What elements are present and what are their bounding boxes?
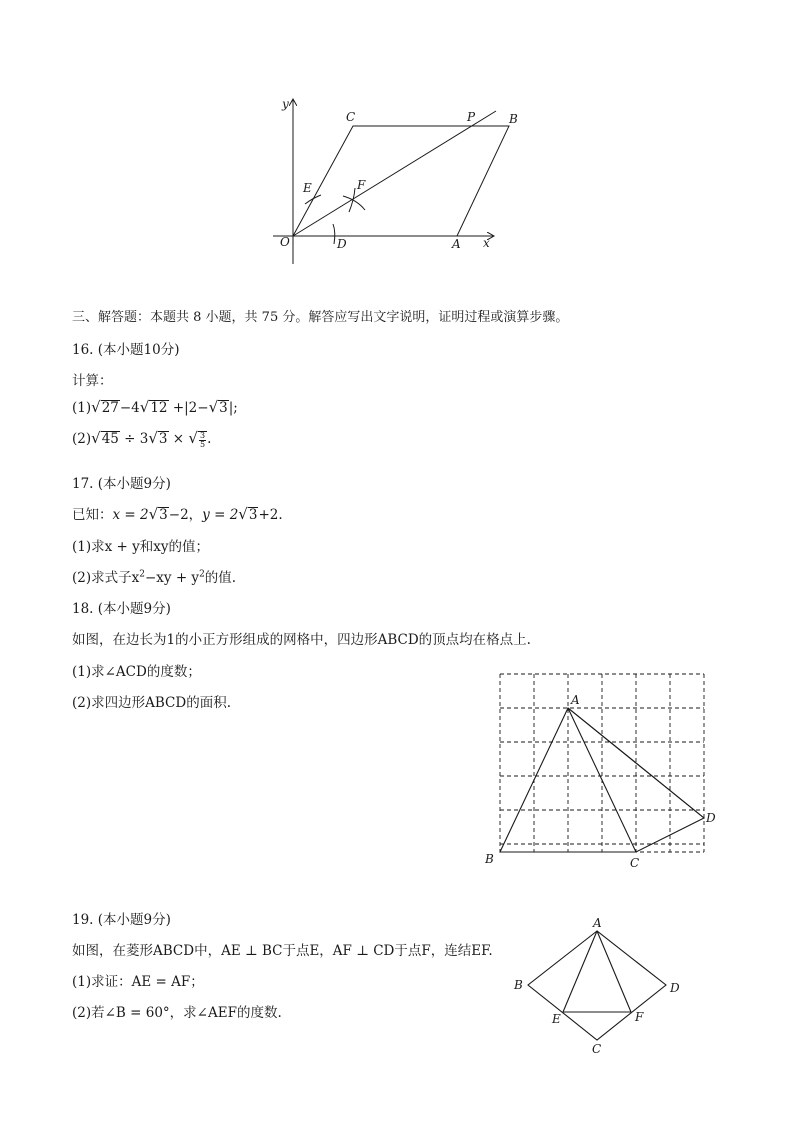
q16-p1-abs-close: |; xyxy=(228,400,238,416)
label-D: D xyxy=(670,981,680,995)
q17-y-eq: y = 2 xyxy=(202,507,239,523)
q16-p2-div: ÷ 3 xyxy=(119,431,149,447)
label-C: C xyxy=(346,110,356,124)
q16-p2-times: × xyxy=(168,431,189,447)
label-A: A xyxy=(593,916,602,930)
section-title: 三、解答题：本题共 8 小题，共 75 分。解答应写出文字说明，证明过程或演算步骤。 xyxy=(72,310,569,325)
label-O: O xyxy=(280,235,290,249)
q16-part1: (1)√27−4√12 +|2−√3|; xyxy=(72,398,238,416)
q18-header: 18. (本小题9分) xyxy=(72,601,171,617)
label-B: B xyxy=(485,852,494,866)
rhombus-figure xyxy=(508,915,693,1055)
q17-x-eq: x = 2 xyxy=(112,507,149,523)
label-A: A xyxy=(571,693,580,707)
q17-radicand1: 3 xyxy=(159,507,168,523)
label-D: D xyxy=(337,237,347,251)
label-C: C xyxy=(592,1042,602,1056)
q17-given: 已知：x = 2√3−2，y = 2√3+2. xyxy=(72,505,283,523)
q16-p1-minus: −4 xyxy=(119,400,140,416)
label-B: B xyxy=(509,112,518,126)
arc-D xyxy=(333,224,335,244)
q16-p2-numerator: 3 xyxy=(199,430,206,440)
label-E: E xyxy=(552,1012,561,1026)
q16-intro: 计算： xyxy=(72,373,113,389)
label-x: x xyxy=(483,236,490,250)
parallelogram-figure xyxy=(265,92,518,272)
label-D: D xyxy=(706,811,716,825)
segment-AF xyxy=(597,931,631,1012)
q18-part1: (1)求∠ACD的度数； xyxy=(72,664,201,680)
q16-p1-radicand2: 12 xyxy=(150,400,168,416)
q17-p2-end: 的值. xyxy=(204,570,237,586)
label-B: B xyxy=(514,978,523,992)
q19-part2: (2)若∠B = 60°，求∠AEF的度数. xyxy=(72,1005,282,1021)
q17-p2-prefix: (2)求式子x xyxy=(72,570,140,586)
q17-part1: (1)求x + y和xy的值； xyxy=(72,539,209,555)
q17-header: 17. (本小题9分) xyxy=(72,476,171,492)
label-C: C xyxy=(630,856,640,870)
q16-p1-radicand3: 3 xyxy=(219,400,228,416)
label-F: F xyxy=(635,1010,644,1024)
q16-part2: (2)√45 ÷ 3√3 × √ $\frac{3}{5}$ . xyxy=(72,429,212,449)
q17-p2-exp2: 2 xyxy=(199,569,205,580)
rhombus-ABCD xyxy=(528,931,666,1040)
parallelogram-OABC xyxy=(293,126,509,236)
dashed-grid xyxy=(500,674,704,852)
q16-p1-prefix: (1) xyxy=(72,400,92,416)
q17-given-prefix: 已知： xyxy=(72,507,113,523)
q19-intro: 如图，在菱形ABCD中，AE ⊥ BC于点E，AF ⊥ CD于点F，连结EF. xyxy=(72,943,493,959)
label-P: P xyxy=(467,110,476,124)
q17-x-tail: −2， xyxy=(168,507,203,523)
grid-quadrilateral-figure xyxy=(480,664,725,874)
label-A: A xyxy=(452,237,461,251)
label-y: y xyxy=(282,97,289,111)
q16-p2-fraction xyxy=(198,431,207,449)
q18-intro: 如图，在边长为1的小正方形组成的网格中，四边形ABCD的顶点均在格点上. xyxy=(72,632,531,648)
q17-radicand2: 3 xyxy=(248,507,258,523)
q19-header: 19. (本小题9分) xyxy=(72,912,171,928)
label-F: F xyxy=(357,178,366,192)
q16-header: 16. (本小题10分) xyxy=(72,342,180,358)
q16-p1-abs-open: +|2− xyxy=(168,400,209,416)
segment-AE xyxy=(563,931,597,1012)
q17-y-tail: +2. xyxy=(258,507,283,523)
q16-p1-radicand1: 27 xyxy=(101,400,119,416)
label-E: E xyxy=(303,181,312,195)
q17-p2-mid: −xy + y xyxy=(144,570,200,586)
q16-p2-prefix: (2) xyxy=(72,431,92,447)
q16-p2-radicand1: 45 xyxy=(101,431,119,447)
q19-part1: (1)求证：AE = AF； xyxy=(72,974,204,990)
q18-part2: (2)求四边形ABCD的面积. xyxy=(72,695,231,711)
q17-p2-exp1: 2 xyxy=(139,569,145,580)
q16-p2-radicand2: 3 xyxy=(158,431,168,447)
q16-p2-denominator: 5 xyxy=(199,439,206,449)
q17-part2 xyxy=(72,566,236,586)
q16-p2-end: . xyxy=(207,431,212,447)
